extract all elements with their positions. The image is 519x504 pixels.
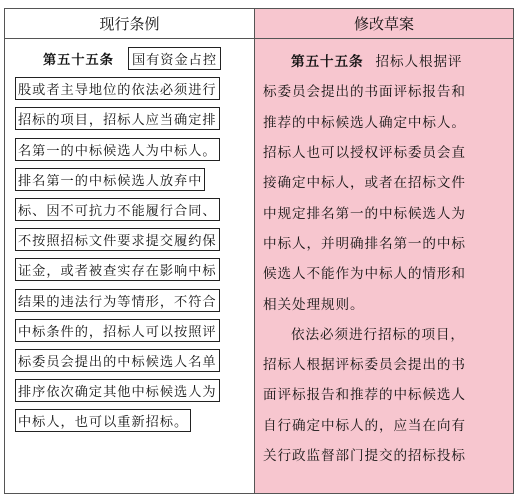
header-left-label: 现行条例 xyxy=(99,15,160,33)
left-line-text: 名第一的中标候选人为中标人。 xyxy=(15,138,220,161)
left-line-9 xyxy=(15,287,248,314)
left-line-text: 标、因不可抗力不能履行合同、 xyxy=(15,198,220,221)
right-line-5 xyxy=(263,166,507,196)
left-line-2 xyxy=(15,75,248,102)
right-line-text: 招标人也可以授权评标委员会直 xyxy=(263,145,466,162)
left-line-11 xyxy=(15,347,248,374)
left-line-text: 标委员会提出的中标候选人名单 xyxy=(15,349,220,372)
right-line-text: 自行确定中标人的，应当在向有 xyxy=(263,417,466,434)
left-line-text: 证金，或者被查实存在影响中标 xyxy=(15,258,220,281)
right-line-7 xyxy=(263,227,507,257)
left-line-text: 排名第一的中标候选人放弃中 xyxy=(15,168,205,191)
right-line-9 xyxy=(263,287,507,317)
left-line-text: 国有资金占控 xyxy=(128,47,221,70)
revision-draft-column xyxy=(255,39,513,493)
right-line-6 xyxy=(263,196,507,226)
right-line-2 xyxy=(263,75,507,105)
left-line-5 xyxy=(15,166,248,193)
right-line-text: 相关处理规则。 xyxy=(263,296,365,313)
left-line-text: 结果的违法行为等情形，不符合 xyxy=(15,289,220,312)
right-line-10 xyxy=(263,318,507,348)
left-line-text: 中标条件的，招标人可以按照评 xyxy=(15,319,220,342)
right-line-text: 标委员会提出的书面评标报告和 xyxy=(263,84,466,101)
left-line-text: 招标的项目，招标人应当确定排 xyxy=(15,107,220,130)
right-line-1 xyxy=(263,45,507,75)
left-line-12 xyxy=(15,377,248,404)
right-line-14 xyxy=(263,439,507,469)
right-line-text: 依法必须进行招标的项目， xyxy=(291,326,465,343)
right-line-text: 中规定排名第一的中标候选人为 xyxy=(263,205,466,222)
right-article-number: 第五十五条 xyxy=(291,54,364,71)
left-line-3 xyxy=(15,105,248,132)
right-line-text: 招标人根据评 xyxy=(375,54,463,71)
header-current-regulation xyxy=(5,9,255,39)
comparison-table xyxy=(4,8,514,494)
left-line-10 xyxy=(15,317,248,344)
right-line-text: 推荐的中标候选人确定中标人。 xyxy=(263,114,466,131)
current-regulation-column xyxy=(5,39,255,493)
left-article-number: 第五十五条 xyxy=(43,53,114,69)
right-line-11 xyxy=(263,348,507,378)
right-line-text: 中标人，并明确排名第一的中标 xyxy=(263,235,466,252)
header-revision-draft xyxy=(255,9,513,39)
right-line-text: 招标人根据评标委员会提出的书 xyxy=(263,357,466,374)
right-line-12 xyxy=(263,378,507,408)
left-line-8 xyxy=(15,256,248,283)
left-line-7 xyxy=(15,226,248,253)
right-line-text: 面评标报告和推荐的中标候选人 xyxy=(263,387,466,404)
left-line-13 xyxy=(15,407,248,434)
right-line-3 xyxy=(263,106,507,136)
left-line-text: 不按照招标文件要求提交履约保 xyxy=(15,228,220,251)
left-line-text: 股或者主导地位的依法必须进行 xyxy=(15,77,220,100)
left-line-1 xyxy=(15,45,248,72)
header-right-label: 修改草案 xyxy=(353,15,414,33)
right-line-4 xyxy=(263,136,507,166)
right-line-text: 候选人不能作为中标人的情形和 xyxy=(263,266,466,283)
left-line-text: 中标人，也可以重新招标。 xyxy=(15,409,191,432)
left-line-6 xyxy=(15,196,248,223)
right-line-text: 关行政监督部门提交的招标投标 xyxy=(263,448,466,464)
right-line-8 xyxy=(263,257,507,287)
right-line-13 xyxy=(263,409,507,439)
left-line-4 xyxy=(15,136,248,163)
left-line-text: 排序依次确定其他中标候选人为 xyxy=(15,379,220,402)
right-line-text: 接确定中标人，或者在招标文件 xyxy=(263,175,466,192)
